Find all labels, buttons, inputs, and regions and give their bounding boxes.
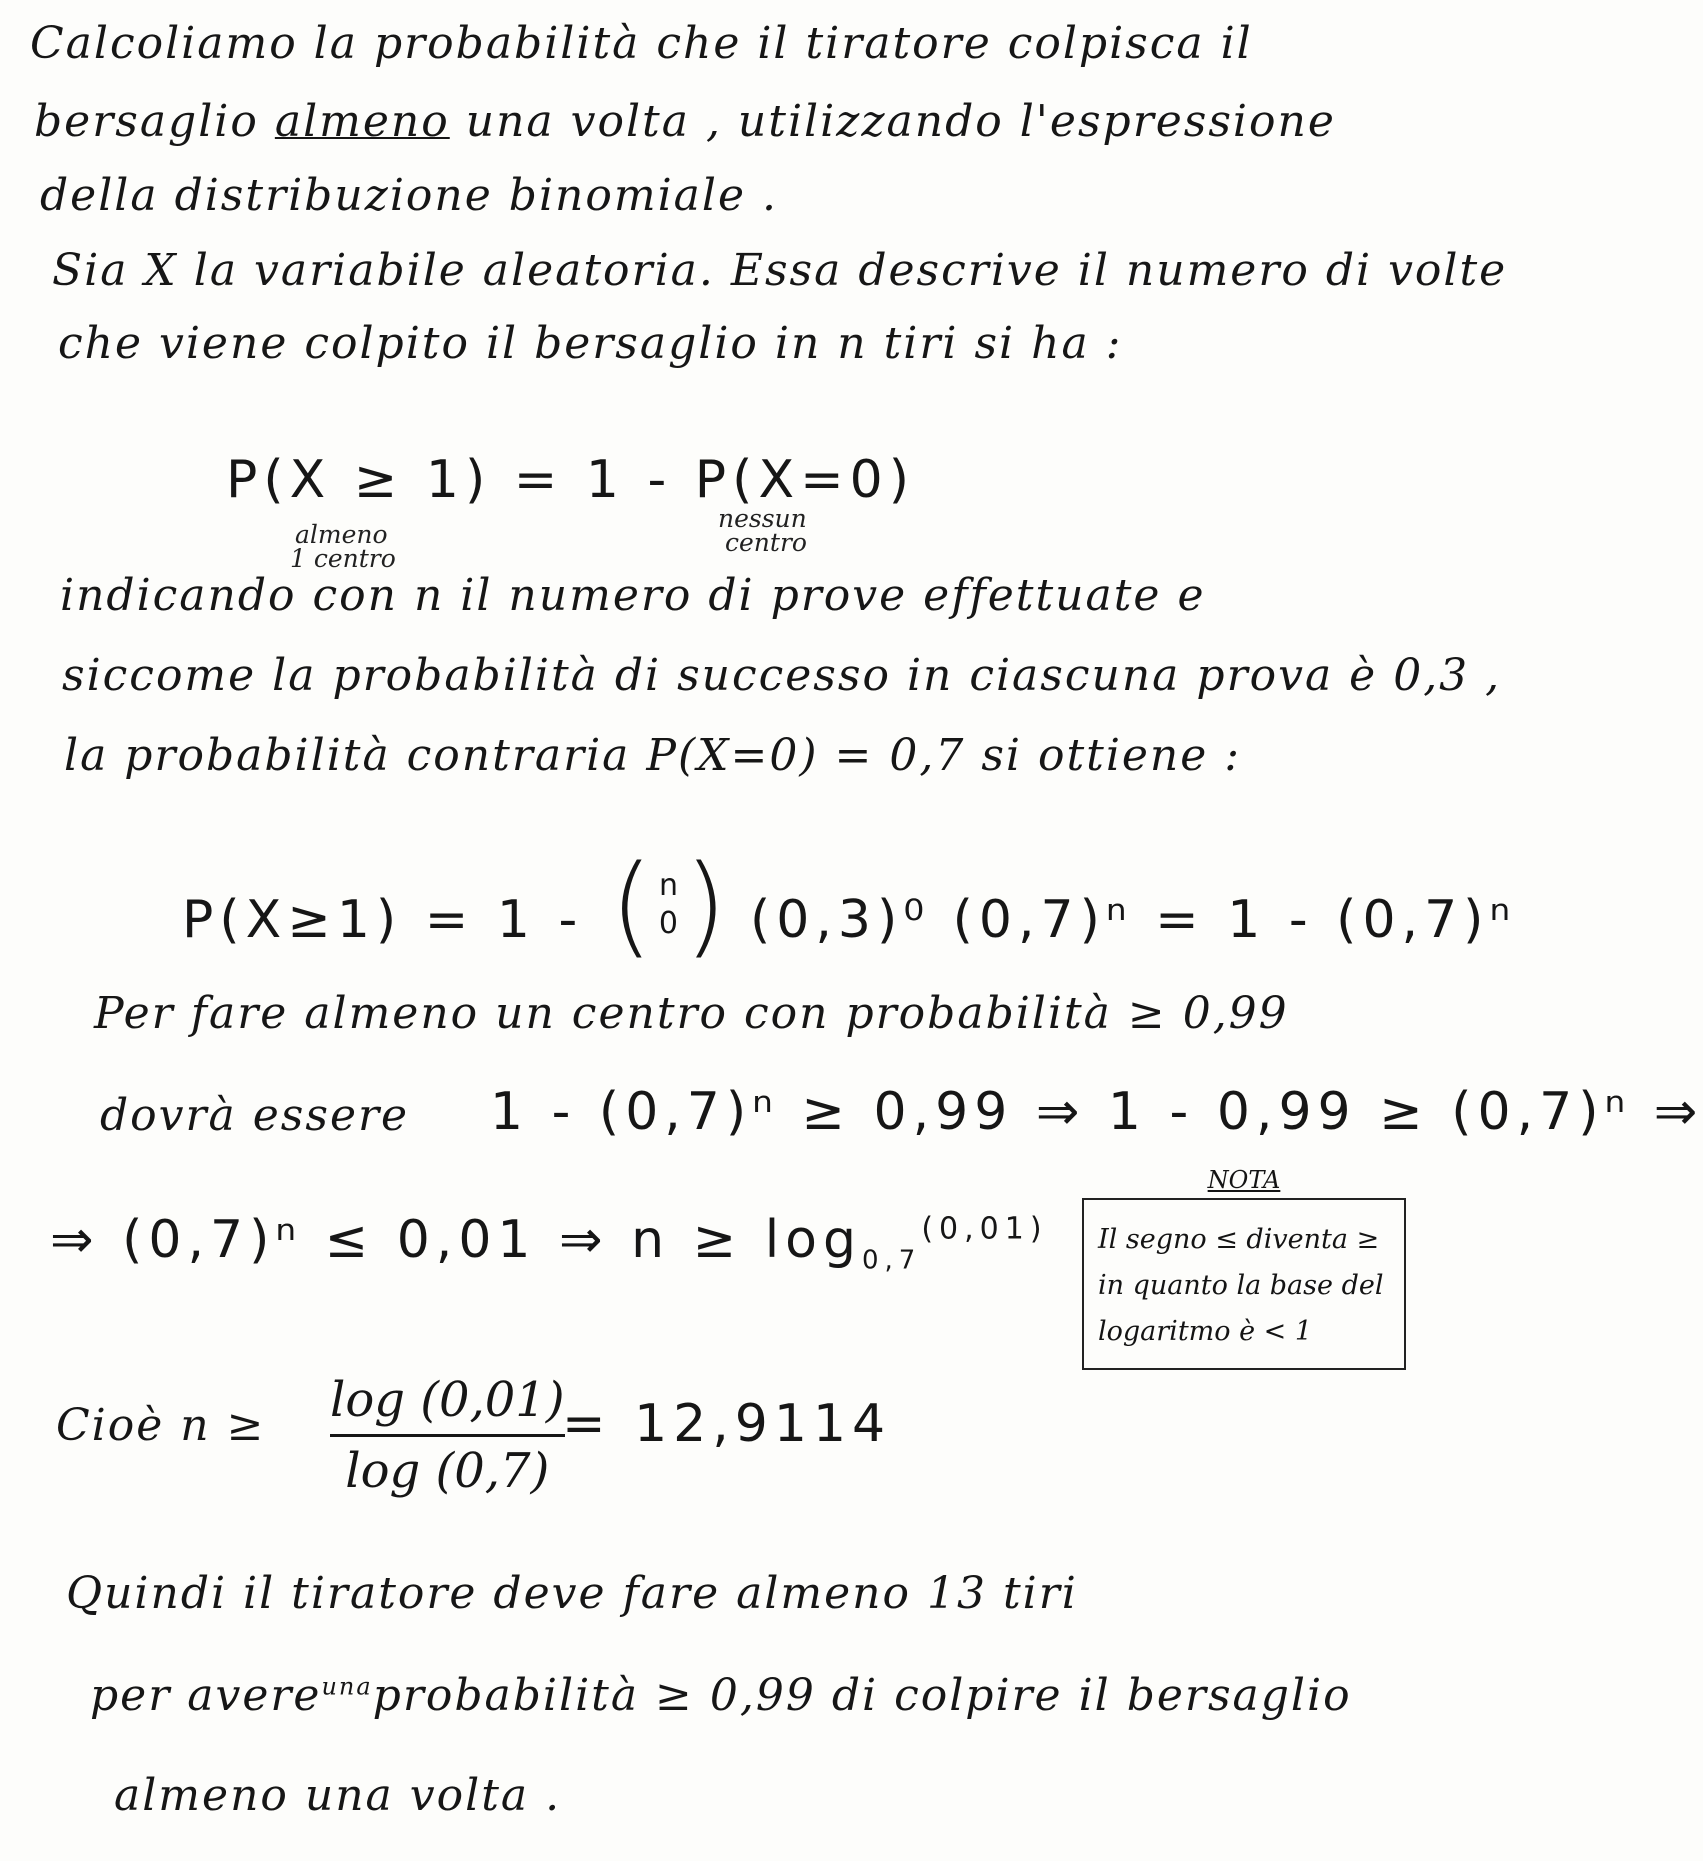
text-line-13-end: probabilità ≥ 0,99 di colpire il bersaglio <box>372 1670 1352 1721</box>
note-line-2: in quanto la base del <box>1098 1270 1384 1301</box>
binom-right-paren: ) <box>684 841 727 969</box>
text-line-8: la probabilità contraria P(X=0) = 0,7 si ottiene : <box>64 730 1242 781</box>
result-value: = 12,9114 <box>562 1394 892 1454</box>
text-line-1: Calcoliamo la probabilità che il tiratore colpisca il <box>30 18 1253 69</box>
formula-log <box>50 1210 1048 1275</box>
note-box <box>1082 1166 1406 1370</box>
text-line-5: che viene colpito il bersaglio in n tiri si ha : <box>58 318 1123 369</box>
binom-left-paren: ( <box>610 841 653 969</box>
text-line-12: Quindi il tiratore deve fare almeno 13 tiri <box>66 1568 1078 1619</box>
text-line-2-end: una volta , utilizzando l'espressione <box>449 96 1336 147</box>
text-line-11-label: Cioè n ≥ <box>56 1400 266 1451</box>
binom-stack <box>659 867 678 943</box>
binom-bottom: 0 <box>658 906 679 941</box>
underlined-word-almeno: almeno <box>274 96 450 147</box>
text-line-6: indicando con n il numero di prove effettuate e <box>60 570 1206 621</box>
binom-top: n <box>658 868 678 903</box>
formula-complement: P(X ≥ 1) = 1 - P(X=0) <box>226 450 916 510</box>
formula-binomial-left: P(X≥1) = 1 - <box>182 890 584 950</box>
text-line-13-start: per avere <box>90 1670 322 1721</box>
annotation-1-centro: 1 centro <box>290 544 396 573</box>
formula-binomial-right: (0,3)⁰ (0,7)ⁿ = 1 - (0,7)ⁿ <box>750 890 1517 950</box>
note-line-3: logaritmo è < 1 <box>1098 1316 1313 1347</box>
text-line-2 <box>34 96 1336 147</box>
text-line-9: Per fare almeno un centro con probabilità ≥ 0,99 <box>94 988 1289 1039</box>
text-line-2-start: bersaglio <box>34 96 275 147</box>
annotation-nessun: nessun <box>718 504 807 533</box>
fraction-denominator: log (0,7) <box>345 1443 550 1499</box>
fraction-numerator: log (0,01) <box>330 1372 565 1428</box>
text-line-13 <box>90 1670 1352 1721</box>
text-line-10-label: dovrà essere <box>100 1090 410 1141</box>
text-line-3: della distribuzione binomiale . <box>40 170 778 221</box>
text-line-14: almeno una volta . <box>114 1770 562 1821</box>
log-argument: (0,01) <box>921 1211 1048 1247</box>
text-line-7: siccome la probabilità di successo in ciascuna prova è 0,3 , <box>62 650 1502 701</box>
formula-inequality: 1 - (0,7)ⁿ ≥ 0,99 ⇒ 1 - 0,99 ≥ (0,7)ⁿ ⇒ <box>490 1082 1703 1142</box>
inserted-word-una: una <box>321 1672 373 1701</box>
fraction-log <box>330 1372 565 1499</box>
log-base: 0,7 <box>861 1245 922 1276</box>
fraction-bar <box>330 1434 565 1437</box>
note-title: NOTA <box>1207 1166 1281 1194</box>
text-line-4: Sia X la variabile aleatoria. Essa descrive il numero di volte <box>52 245 1508 296</box>
annotation-almeno: almeno <box>295 520 388 549</box>
note-line-1: Il segno ≤ diventa ≥ <box>1098 1224 1380 1255</box>
formula-log-main: ⇒ (0,7)ⁿ ≤ 0,01 ⇒ n ≥ log <box>50 1210 862 1270</box>
binomial-coefficient <box>610 841 727 969</box>
annotation-centro: centro <box>725 528 807 557</box>
